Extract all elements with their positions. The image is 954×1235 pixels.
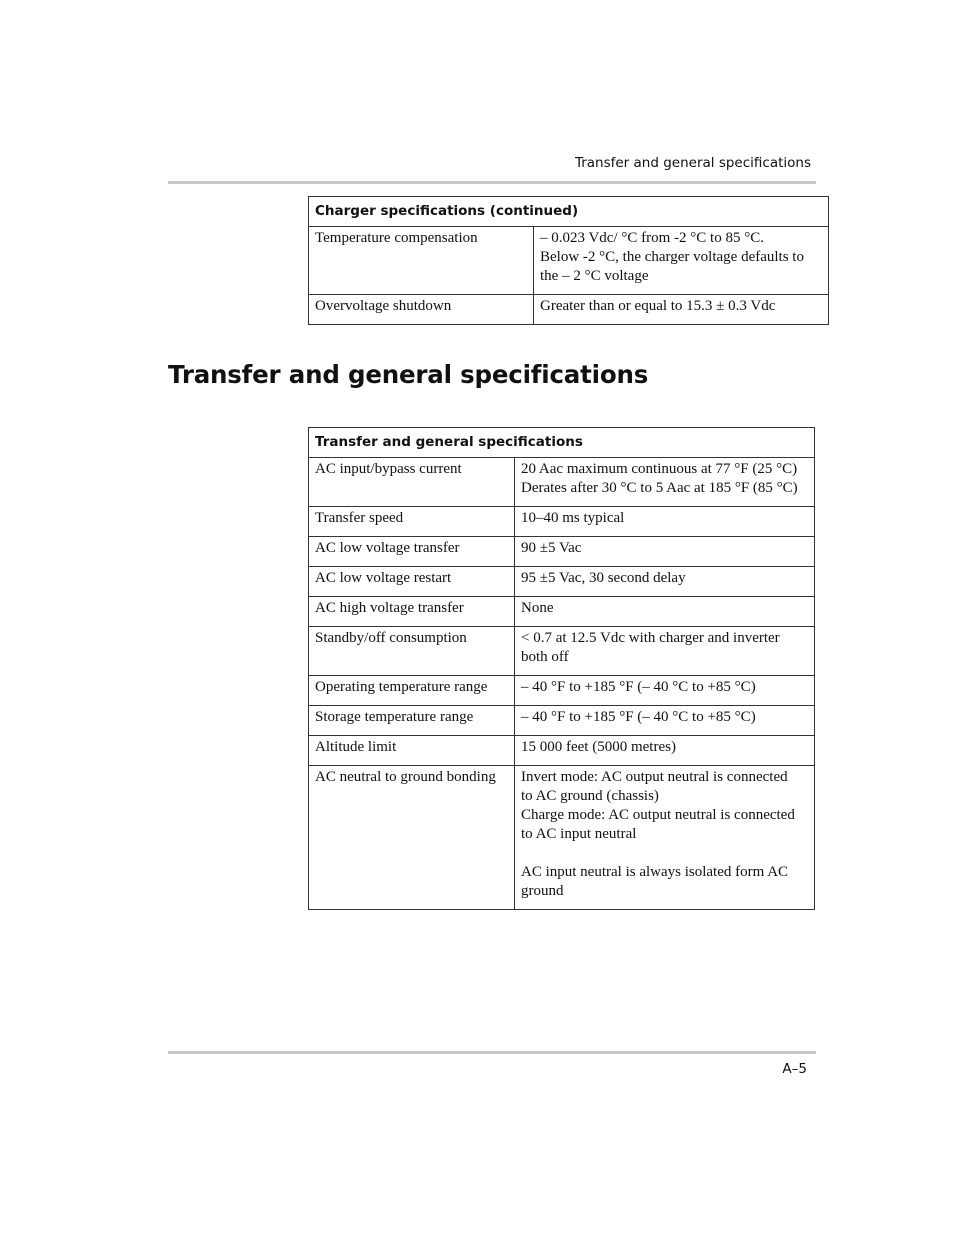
spec-value-line: Below -2 °C, the charger voltage defaults to [540, 249, 804, 265]
spec-value [515, 627, 815, 676]
spec-value-line: Charge mode: AC output neutral is connected [521, 807, 795, 823]
spec-label: Storage temperature range [309, 706, 515, 736]
spec-value-line: Greater than or equal to 15.3 ± 0.3 Vdc [540, 298, 776, 314]
table-row [309, 458, 815, 507]
charger-table-body [309, 227, 829, 325]
spec-value-line: Invert mode: AC output neutral is connected [521, 769, 788, 785]
table-row [309, 736, 815, 766]
footer-rule [168, 1051, 816, 1054]
spec-value [515, 567, 815, 597]
spec-value [515, 676, 815, 706]
spec-label: Transfer speed [309, 507, 515, 537]
spec-value-line: < 0.7 at 12.5 Vdc with charger and inverter [521, 630, 780, 646]
table-row [309, 507, 815, 537]
charger-specifications-table [308, 196, 829, 325]
spec-value [534, 227, 829, 295]
spec-label: Altitude limit [309, 736, 515, 766]
spec-label: AC low voltage restart [309, 567, 515, 597]
spec-label: Standby/off consumption [309, 627, 515, 676]
spec-value-line: to AC ground (chassis) [521, 788, 659, 804]
spec-label: Operating temperature range [309, 676, 515, 706]
spec-value [515, 507, 815, 537]
spec-value [515, 766, 815, 910]
spec-label: AC input/bypass current [309, 458, 515, 507]
spec-value [534, 295, 829, 325]
table-row [309, 676, 815, 706]
spec-value-line: AC input neutral is always isolated form AC [521, 864, 789, 880]
spec-value-line: 90 ±5 Vac [521, 540, 582, 556]
spec-label: AC high voltage transfer [309, 597, 515, 627]
table-row [309, 766, 815, 910]
spec-value-line: the – 2 °C voltage [540, 268, 649, 284]
spec-value [515, 736, 815, 766]
page-number: A–5 [782, 1061, 807, 1077]
spec-label: AC low voltage transfer [309, 537, 515, 567]
spec-value-line: 20 Aac maximum continuous at 77 °F (25 °C) [521, 461, 798, 477]
table-title: Charger specifications (continued) [309, 197, 829, 227]
blank-line [521, 844, 808, 863]
spec-value-line: to AC input neutral [521, 826, 637, 842]
spec-value-line: None [521, 600, 554, 616]
spec-value [515, 706, 815, 736]
table-row [309, 295, 829, 325]
header-rule [168, 181, 816, 184]
running-header: Transfer and general specifications [574, 155, 811, 171]
table-row [309, 537, 815, 567]
spec-value-line: both off [521, 649, 569, 665]
spec-value-line: 95 ±5 Vac, 30 second delay [521, 570, 686, 586]
spec-value [515, 537, 815, 567]
transfer-table-body [309, 458, 815, 910]
spec-label: AC neutral to ground bonding [309, 766, 515, 910]
table-row [309, 227, 829, 295]
table-title: Transfer and general specifications [309, 428, 815, 458]
spec-value-line: – 0.023 Vdc/ °C from -2 °C to 85 °C. [540, 230, 764, 246]
table-row [309, 627, 815, 676]
table-row [309, 567, 815, 597]
table-row [309, 597, 815, 627]
spec-value-line: – 40 °F to +185 °F (– 40 °C to +85 °C) [521, 709, 756, 725]
spec-value-line: 10–40 ms typical [521, 510, 625, 526]
spec-value-line: – 40 °F to +185 °F (– 40 °C to +85 °C) [521, 679, 756, 695]
spec-label: Overvoltage shutdown [309, 295, 534, 325]
spec-value-line: ground [521, 883, 564, 899]
spec-value-line: 15 000 feet (5000 metres) [521, 739, 676, 755]
spec-label: Temperature compensation [309, 227, 534, 295]
transfer-specifications-table [308, 427, 815, 910]
spec-value [515, 458, 815, 507]
spec-value-line: Derates after 30 °C to 5 Aac at 185 °F (85 °C) [521, 480, 798, 496]
table-row [309, 706, 815, 736]
section-title: Transfer and general specifications [168, 360, 649, 389]
spec-value [515, 597, 815, 627]
